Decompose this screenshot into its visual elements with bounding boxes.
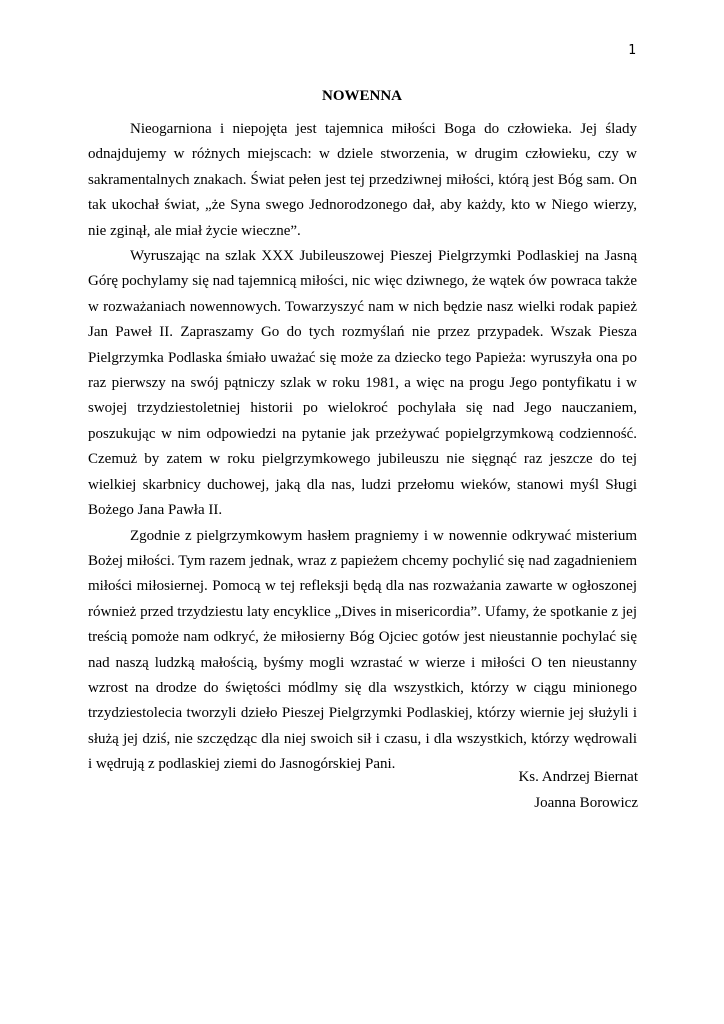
document-body bbox=[88, 117, 637, 778]
paragraph-pilgrimage: Wyruszając na szlak XXX Jubileuszowej Pieszej Pielgrzymki Podlaskiej na Jasną Górę pochylamy się nad tajemnicą miłości, nic więc dziwnego, że wątek ów powraca także w rozważaniach nowennowych. Towarzyszyć nam w nich będzie nasz wielki rodak papież Jan Paweł II. Zapraszamy Go do tych rozmyślań nie przez przypadek. Wszak Piesza Pielgrzymka Podlaska śmiało uważać się może za dziecko tego Papieża: wyruszyła ona po raz pierwszy na swój pątniczy szlak w roku 1981, a więc na progu Jego pontyfikatu i w swojej trzydziestoletniej historii po wielokroć pochylała się nad Jego nauczaniem, poszukując w nim odpowiedzi na pytanie jak przeżywać popielgrzymkową codzienność. Czemuż by zatem w roku pielgrzymkowego jubileuszu nie sięgnąć raz jeszcze do tej wielkiej skarbnicy duchowej, jaką dla nas, ludzi przełomu wieków, stanowi myśl Sługi Bożego Jana Pawła II. bbox=[88, 248, 637, 519]
page-title: NOWENNA bbox=[321, 88, 402, 104]
page-number: 1 bbox=[628, 43, 636, 58]
signature-author-1: Ks. Andrzej Biernat bbox=[518, 769, 638, 785]
signature-block bbox=[518, 764, 638, 816]
signature-author-2: Joanna Borowicz bbox=[534, 795, 638, 811]
paragraph-mercy: Zgodnie z pielgrzymkowym hasłem pragniemy i w nowennie odkrywać misterium Bożej miłości. Tym razem jednak, wraz z papieżem chcemy pochylić się nad zagadnieniem miłości miłosiernej. Pomocą w tej refleksji będą dla nas rozważania zawarte w ogłoszonej również przed trzydziestu laty encyklice „Dives in misericordia”. Ufamy, że spotkanie z jej treścią pomoże nam odkryć, że miłosierny Bóg Ojciec gotów jest nieustannie pochylać się nad naszą ludzką małością, byśmy mogli wzrastać w wierze i miłości O ten nieustanny wzrost na drodze do świętości módlmy się dla wszystkich, którzy w ciągu minionego trzydziestolecia tworzyli dzieło Pieszej Pielgrzymki Podlaskiej, którzy wiernie jej służyli i służą jej dziś, nie szczędząc dla niej swoich sił i czasu, i dla wszystkich, którzy wędrowali i wędrują z podlaskiej ziemi do Jasnogórskiej Pani. bbox=[88, 527, 637, 773]
paragraph-intro: Nieogarniona i niepojęta jest tajemnica miłości Boga do człowieka. Jej ślady odnajdujemy w różnych miejscach: w dziele stworzenia, w drugim człowieku, czy w sakramentalnych znakach. Świat pełen jest tej przedziwnej miłości, którą jest Bóg sam. On tak ukochał świat, „że Syna swego Jednorodzonego dał, aby każdy, kto w Niego wierzy, nie zginął, ale miał życie wieczne”. bbox=[88, 121, 637, 239]
